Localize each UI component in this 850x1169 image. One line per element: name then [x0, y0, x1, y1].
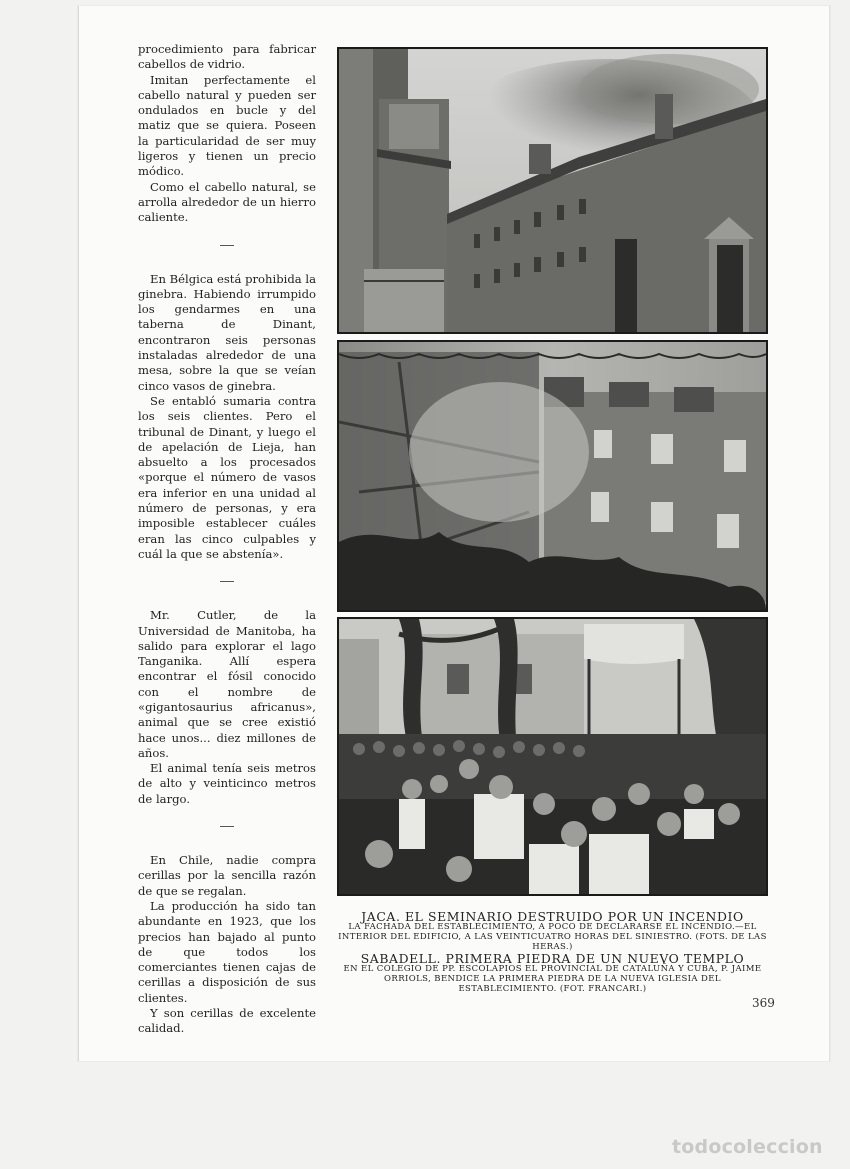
photo-seminario-fachada-image	[339, 49, 766, 332]
article-chile-cerillas	[138, 853, 316, 1037]
page-number: 369	[752, 996, 775, 1010]
article-cabellos-vidrio	[138, 42, 316, 226]
caption-body-sabadell: EN EL COLEGIO DE PP. ESCOLAPIOS EL PROVINCIAL DE CATALUÑA Y CUBA, P. JAIME ORRIOLS, BENDICE LA PRIMERA PIEDRA DE LA NUEVA IGLESIA DEL ESTABLECIMIENTO. (FOT. FRANCARI.)	[343, 964, 762, 994]
article-cutler-fosil	[138, 608, 316, 807]
paragraph: Como el cabello natural, se arrolla alrededor de un hierro caliente.	[138, 179, 316, 225]
article-column	[138, 42, 316, 1037]
photo-seminario-interior-image	[339, 342, 766, 610]
photo-sabadell-ceremonia	[337, 617, 768, 896]
paragraph: El animal tenía seis metros de alto y veinticinco metros de largo.	[138, 761, 316, 806]
paragraph: Mr. Cutler, de la Universidad de Manitoba, ha salido para explorar el lago Tanganika. Allí espera encontrar el fósil conocido con el nombre de «gigantosaurius africanus», animal que se cree existió hace unos... diez millones de años.	[138, 608, 316, 760]
caption-title-jaca: JACA. EL SEMINARIO DESTRUIDO POR UN INCENDIO	[361, 909, 744, 924]
paragraph: Se entabló sumaria contra los seis clientes. Pero el tribunal de Dinant, y luego el de apelación de Lieja, han absuelto a los procesados «porque el número de vasos era inferior en una unidad al número de personas, y era imposible establecer cuáles eran las cinco culpables y cuál la que se abstenía».	[138, 393, 316, 561]
photo-caption	[337, 910, 768, 995]
caption-title-sabadell: SABADELL. PRIMERA PIEDRA DE UN NUEVO TEMPLO	[360, 951, 745, 967]
paragraph: Imitan perfectamente el cabello natural y pueden ser ondulados en bucle y del matiz que se quiera. Poseen la particularidad de ser muy ligeros y tienen un precio módico.	[138, 72, 316, 179]
caption-body-jaca: LA FACHADA DEL ESTABLECIMIENTO, A POCO DE DECLARARSE EL INCENDIO.—EL INTERIOR DEL EDIFICIO, A LAS VEINTICUATRO HORAS DEL SINIESTRO. (FOTS. DE LAS HERAS.)	[338, 922, 767, 952]
paragraph: En Chile, nadie compra cerillas por la sencilla razón de que se regalan.	[138, 853, 316, 898]
paragraph: procedimiento para fabricar cabellos de vidrio.	[138, 42, 316, 72]
photo-seminario-fachada	[337, 47, 768, 334]
section-divider	[138, 574, 316, 588]
watermark-logo: todocoleccion	[672, 1136, 823, 1158]
paragraph: En Bélgica está prohibida la ginebra. Habiendo irrumpido los gendarmes en una taberna de Dinant, encontraron seis personas instaladas alrededor de una mesa, sobre la que se veían cinco vasos de ginebra.	[138, 271, 316, 393]
section-divider	[138, 238, 316, 252]
paragraph: Y son cerillas de excelente calidad.	[138, 1006, 316, 1036]
section-divider	[138, 819, 316, 833]
photo-seminario-interior	[337, 340, 768, 612]
photo-sabadell-ceremonia-image	[339, 619, 766, 894]
article-belgica-ginebra	[138, 272, 316, 563]
paragraph: La producción ha sido tan abundante en 1923, que los precios han bajado al punto de que todos los comerciantes tienen cajas de cerillas a disposición de sus clientes.	[138, 898, 316, 1005]
